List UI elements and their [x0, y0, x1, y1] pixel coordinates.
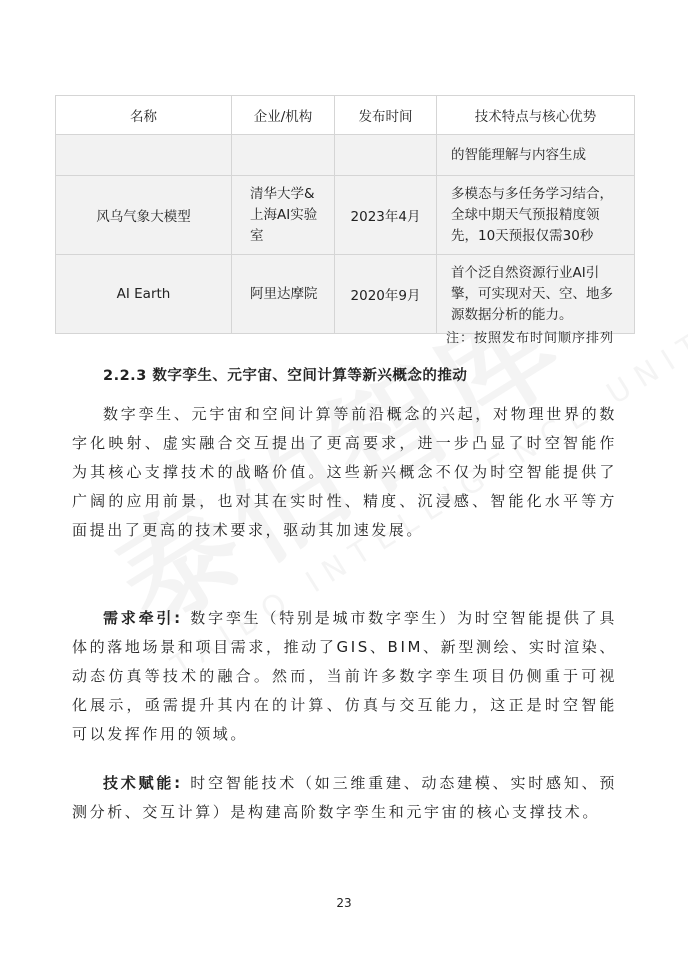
cell-features: 多模态与多任务学习结合，全球中期天气预报精度领先，10天预报仅需30秒 — [437, 176, 635, 255]
cell-name — [56, 135, 232, 176]
table-row — [56, 176, 635, 255]
section-heading: 2.2.3 数字孪生、元宇宙、空间计算等新兴概念的推动 — [103, 368, 468, 384]
cell-date: 2023年4月 — [335, 176, 437, 255]
cell-features: 的智能理解与内容生成 — [437, 135, 635, 176]
page-number: 23 — [336, 896, 352, 910]
header-org: 企业/机构 — [232, 96, 335, 135]
table-note: 注：按照发布时间顺序排列 — [445, 331, 614, 346]
paragraph-body-tech: 时空智能技术（如三维重建、动态建模、实时感知、预测分析、交互计算）是构建高阶数字孪生和元宇宙的核心支撑技术。 — [72, 774, 617, 821]
header-features: 技术特点与核心优势 — [437, 96, 635, 135]
cell-org — [232, 135, 335, 176]
paragraph-intro: 数字孪生、元宇宙和空间计算等前沿概念的兴起，对物理世界的数字化映射、虚实融合交互提出了更高要求，进一步凸显了时空智能作为其核心支撑技术的战略价值。这些新兴概念不仅为时空智能提供了广阔的应用前景，也对其在实时性、精度、沉浸感、智能化水平等方面提出了更高的技术要求，驱动其加速发展。 — [72, 405, 617, 539]
table-header-row — [56, 96, 635, 135]
cell-date — [335, 135, 437, 176]
header-name: 名称 — [56, 96, 232, 135]
cell-date: 2020年9月 — [335, 255, 437, 334]
paragraph-lead-tech: 技术赋能: — [103, 774, 183, 792]
table-row — [56, 255, 635, 334]
cell-name: 风乌气象大模型 — [56, 176, 232, 255]
cell-org: 阿里达摩院 — [232, 255, 335, 334]
cell-features: 首个泛自然资源行业AI引擎，可实现对天、空、地多源数据分析的能力。 — [437, 255, 635, 334]
paragraph-tech — [72, 769, 617, 827]
model-table — [55, 95, 635, 334]
cell-org: 清华大学&上海AI实验室 — [232, 176, 335, 255]
paragraph-body-demand: 数字孪生（特别是城市数字孪生）为时空智能提供了具体的落地场景和项目需求，推动了GIS、BIM、新型测绘、实时渲染、动态仿真等技术的融合。然而，当前许多数字孪生项目仍侧重于可视化展示，亟需提升其内在的计算、仿真与交互能力，这正是时空智能可以发挥作用的领域。 — [72, 609, 617, 743]
table-row — [56, 135, 635, 176]
header-date: 发布时间 — [335, 96, 437, 135]
cell-name: AI Earth — [56, 255, 232, 334]
paragraph-lead-demand: 需求牵引: — [103, 609, 183, 627]
paragraph-demand — [72, 604, 617, 749]
